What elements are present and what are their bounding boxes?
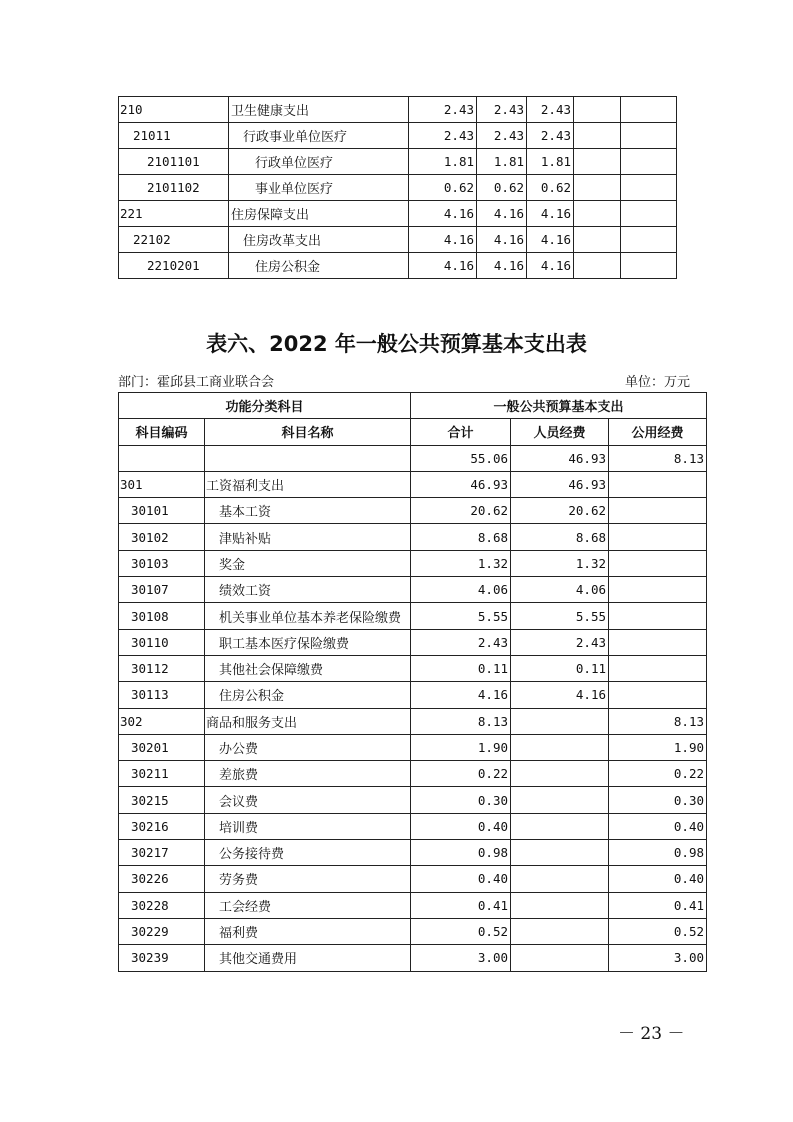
table-row (119, 445, 707, 471)
row-total: 46.93 (411, 471, 511, 497)
row-public: 8.13 (609, 445, 707, 471)
row-value-3: 2.43 (527, 97, 574, 123)
table-row (119, 866, 707, 892)
row-public: 0.40 (609, 866, 707, 892)
row-value-2: 1.81 (477, 149, 527, 175)
row-value-1: 1.81 (409, 149, 477, 175)
row-total: 1.90 (411, 734, 511, 760)
row-name: 工会经费 (205, 892, 411, 918)
table-row (119, 123, 677, 149)
row-total: 8.13 (411, 708, 511, 734)
row-personnel: 1.32 (511, 550, 609, 576)
row-public: 1.90 (609, 734, 707, 760)
unit-label: 单位：万元 (625, 375, 691, 390)
col-header-personnel: 人员经费 (511, 419, 609, 445)
row-name: 住房改革支出 (229, 227, 409, 253)
row-personnel: 4.06 (511, 577, 609, 603)
row-value-5 (621, 227, 677, 253)
row-value-4 (574, 97, 621, 123)
row-personnel: 8.68 (511, 524, 609, 550)
row-total: 2.43 (411, 629, 511, 655)
row-code: 30201 (119, 734, 205, 760)
row-name: 培训费 (205, 813, 411, 839)
row-name (205, 445, 411, 471)
row-public: 0.40 (609, 813, 707, 839)
department-label: 部门：霍邱县工商业联合会 (118, 375, 275, 390)
row-public: 3.00 (609, 945, 707, 971)
table-row (119, 655, 707, 681)
col-header-total: 合计 (411, 419, 511, 445)
row-public (609, 629, 707, 655)
row-code: 210 (119, 97, 229, 123)
row-value-2: 4.16 (477, 201, 527, 227)
row-name: 津贴补贴 (205, 524, 411, 550)
row-public: 8.13 (609, 708, 707, 734)
row-value-1: 4.16 (409, 227, 477, 253)
row-value-4 (574, 175, 621, 201)
row-personnel: 0.11 (511, 655, 609, 681)
row-name: 机关事业单位基本养老保险缴费 (205, 603, 411, 629)
row-code: 30113 (119, 682, 205, 708)
row-total: 0.98 (411, 840, 511, 866)
row-value-5 (621, 253, 677, 279)
row-personnel: 4.16 (511, 682, 609, 708)
table-row (119, 524, 707, 550)
row-code: 2210201 (119, 253, 229, 279)
row-name: 绩效工资 (205, 577, 411, 603)
row-total: 55.06 (411, 445, 511, 471)
top-continuation-table (118, 96, 677, 279)
row-value-1: 4.16 (409, 253, 477, 279)
row-code (119, 445, 205, 471)
row-name: 会议费 (205, 787, 411, 813)
row-value-1: 2.43 (409, 97, 477, 123)
table-row (119, 761, 707, 787)
table-title: 表六、2022 年一般公共预算基本支出表 (206, 332, 587, 356)
row-value-4 (574, 201, 621, 227)
table-row (119, 840, 707, 866)
row-personnel: 2.43 (511, 629, 609, 655)
row-code: 30217 (119, 840, 205, 866)
column-header-row (119, 419, 707, 445)
row-value-5 (621, 201, 677, 227)
row-value-5 (621, 149, 677, 175)
row-code: 30110 (119, 629, 205, 655)
row-name: 行政单位医疗 (229, 149, 409, 175)
row-name: 其他社会保障缴费 (205, 655, 411, 681)
table-row (119, 603, 707, 629)
table-row (119, 175, 677, 201)
row-total: 0.40 (411, 813, 511, 839)
row-personnel (511, 892, 609, 918)
row-value-2: 4.16 (477, 227, 527, 253)
row-code: 30107 (119, 577, 205, 603)
row-public (609, 603, 707, 629)
row-name: 住房公积金 (229, 253, 409, 279)
table-row (119, 577, 707, 603)
row-total: 0.40 (411, 866, 511, 892)
row-value-2: 4.16 (477, 253, 527, 279)
table-row (119, 708, 707, 734)
row-code: 30211 (119, 761, 205, 787)
row-name: 住房保障支出 (229, 201, 409, 227)
row-value-3: 4.16 (527, 253, 574, 279)
row-code: 30103 (119, 550, 205, 576)
row-code: 30228 (119, 892, 205, 918)
row-value-3: 0.62 (527, 175, 574, 201)
table-row (119, 734, 707, 760)
row-code: 2101101 (119, 149, 229, 175)
row-code: 22102 (119, 227, 229, 253)
row-name: 劳务费 (205, 866, 411, 892)
row-value-1: 0.62 (409, 175, 477, 201)
row-personnel (511, 945, 609, 971)
row-public: 0.30 (609, 787, 707, 813)
group-header-functional: 功能分类科目 (119, 393, 411, 419)
row-code: 30215 (119, 787, 205, 813)
row-value-2: 0.62 (477, 175, 527, 201)
row-personnel: 46.93 (511, 471, 609, 497)
row-value-3: 1.81 (527, 149, 574, 175)
row-code: 30108 (119, 603, 205, 629)
row-public (609, 498, 707, 524)
table-row (119, 918, 707, 944)
row-personnel (511, 840, 609, 866)
table-row (119, 471, 707, 497)
row-personnel (511, 761, 609, 787)
row-personnel (511, 734, 609, 760)
table-row (119, 227, 677, 253)
table-row (119, 550, 707, 576)
row-total: 0.30 (411, 787, 511, 813)
col-header-name: 科目名称 (205, 419, 411, 445)
row-value-3: 4.16 (527, 227, 574, 253)
row-value-4 (574, 149, 621, 175)
table-row (119, 892, 707, 918)
table-row (119, 498, 707, 524)
row-value-5 (621, 97, 677, 123)
table-row (119, 201, 677, 227)
row-name: 办公费 (205, 734, 411, 760)
row-total: 0.52 (411, 918, 511, 944)
row-public: 0.98 (609, 840, 707, 866)
row-total: 1.32 (411, 550, 511, 576)
table-row (119, 253, 677, 279)
row-name: 卫生健康支出 (229, 97, 409, 123)
row-total: 4.16 (411, 682, 511, 708)
row-value-4 (574, 227, 621, 253)
row-public (609, 524, 707, 550)
row-code: 21011 (119, 123, 229, 149)
row-total: 0.41 (411, 892, 511, 918)
row-name: 公务接待费 (205, 840, 411, 866)
row-name: 奖金 (205, 550, 411, 576)
group-header-row (119, 393, 707, 419)
row-name: 职工基本医疗保险缴费 (205, 629, 411, 655)
row-value-4 (574, 123, 621, 149)
row-name: 行政事业单位医疗 (229, 123, 409, 149)
row-name: 工资福利支出 (205, 471, 411, 497)
table-row (119, 149, 677, 175)
row-name: 其他交通费用 (205, 945, 411, 971)
row-total: 20.62 (411, 498, 511, 524)
row-total: 0.11 (411, 655, 511, 681)
row-public (609, 682, 707, 708)
row-value-3: 4.16 (527, 201, 574, 227)
row-total: 8.68 (411, 524, 511, 550)
row-code: 30226 (119, 866, 205, 892)
row-name: 福利费 (205, 918, 411, 944)
row-code: 30112 (119, 655, 205, 681)
row-personnel: 20.62 (511, 498, 609, 524)
basic-expenditure-table (118, 392, 707, 972)
table-row (119, 787, 707, 813)
table-row (119, 629, 707, 655)
table-row (119, 97, 677, 123)
row-personnel (511, 918, 609, 944)
row-code: 301 (119, 471, 205, 497)
row-code: 30239 (119, 945, 205, 971)
row-total: 3.00 (411, 945, 511, 971)
row-value-2: 2.43 (477, 123, 527, 149)
row-code: 30102 (119, 524, 205, 550)
row-total: 4.06 (411, 577, 511, 603)
row-value-4 (574, 253, 621, 279)
row-personnel (511, 813, 609, 839)
row-name: 基本工资 (205, 498, 411, 524)
row-public: 0.22 (609, 761, 707, 787)
row-total: 0.22 (411, 761, 511, 787)
row-code: 2101102 (119, 175, 229, 201)
col-header-code: 科目编码 (119, 419, 205, 445)
row-name: 商品和服务支出 (205, 708, 411, 734)
row-name: 住房公积金 (205, 682, 411, 708)
row-value-5 (621, 175, 677, 201)
row-code: 30216 (119, 813, 205, 839)
row-public (609, 655, 707, 681)
row-personnel (511, 866, 609, 892)
row-public (609, 471, 707, 497)
row-personnel: 5.55 (511, 603, 609, 629)
row-value-1: 2.43 (409, 123, 477, 149)
row-value-5 (621, 123, 677, 149)
col-header-public: 公用经费 (609, 419, 707, 445)
row-total: 5.55 (411, 603, 511, 629)
page-number: － 23 － (618, 1024, 685, 1044)
table-row (119, 682, 707, 708)
row-value-3: 2.43 (527, 123, 574, 149)
row-personnel (511, 708, 609, 734)
row-code: 302 (119, 708, 205, 734)
row-personnel (511, 787, 609, 813)
table-row (119, 813, 707, 839)
row-public (609, 550, 707, 576)
row-name: 差旅费 (205, 761, 411, 787)
table-row (119, 945, 707, 971)
row-code: 30229 (119, 918, 205, 944)
row-public: 0.41 (609, 892, 707, 918)
row-value-1: 4.16 (409, 201, 477, 227)
group-header-budget: 一般公共预算基本支出 (411, 393, 707, 419)
row-name: 事业单位医疗 (229, 175, 409, 201)
row-value-2: 2.43 (477, 97, 527, 123)
row-personnel: 46.93 (511, 445, 609, 471)
row-code: 221 (119, 201, 229, 227)
row-code: 30101 (119, 498, 205, 524)
row-public: 0.52 (609, 918, 707, 944)
row-public (609, 577, 707, 603)
